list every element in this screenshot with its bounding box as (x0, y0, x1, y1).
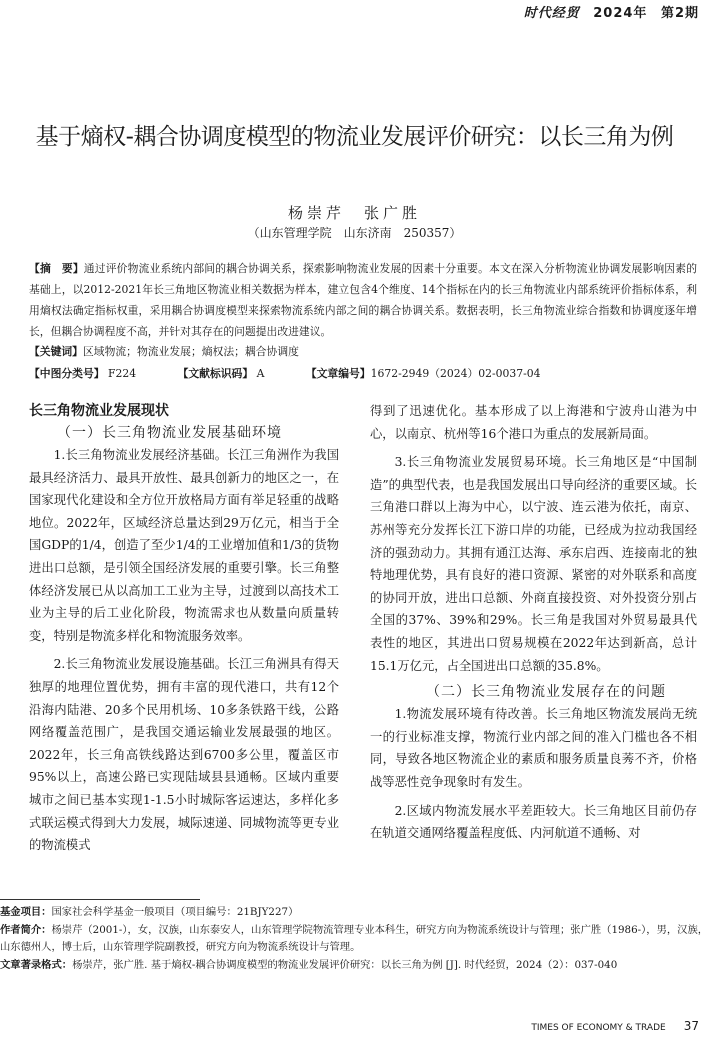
abstract (29, 258, 697, 342)
subsection-heading: （一）长三角物流业发展基础环境 (57, 425, 282, 441)
paragraph: 1.物流发展环境有待改善。长三角地区物流发展尚无统一的行业标准支撑，物流行业内部之间的准入门槛也各不相同，导致各地区物流企业的素质和服务质量良莠不齐，价格战等恶性竞争现象时有发生。 (370, 707, 697, 789)
abstract-label: 【摘 要】 (29, 262, 84, 275)
classification-line (29, 366, 541, 381)
keywords-label: 【关键词】 (29, 345, 83, 358)
footnotes (0, 904, 709, 974)
paragraph: 2.区域内物流发展水平差距较大。长三角地区目前仍存在轨道交通网络覆盖程度低、内河航道不通畅、对 (370, 803, 697, 841)
fund-label: 基金项目： (0, 906, 52, 918)
paragraph-continued: 得到了迅速优化。基本形成了以上海港和宁波舟山港为中心，以南京、杭州等16个港口为重点的发展新局面。 (370, 404, 697, 441)
article-title: 基于熵权-耦合协调度模型的物流业发展评价研究：以长三角为例 (35, 124, 674, 150)
paragraph: 2.长三角物流业发展设施基础。长江三角洲具有得天独厚的地理位置优势，拥有丰富的现代港口，共有12个沿海内陆港、20多个民用机场、10多条铁路干线，公路网络覆盖范围广，是我国交通运输业发展最强的地区。2022年，长三角高铁线路达到6700多公里，覆盖区市95%以上，高速公路已实现陆域县县通畅。区域内重要城市之间已基本实现1-1.5小时城际客运速达，多样化多式联运模式得到大力发展，城际速递、同城物流等更专业的物流模式 (29, 657, 339, 853)
journal-issue: 第2期 (660, 6, 699, 21)
running-header (516, 2, 699, 21)
paragraph: 3.长三角物流业发展贸易环境。长三角地区是“中国制造”的典型代表，也是我国发展出口导向经济的重要区域。长三角港口群以上海为中心，以宁波、连云港为依托，南京、苏州等充分发挥长江下游口岸的功能，已经成为拉动我国经济的强劲动力。其拥有通江达海、承东启西、连接南北的独特地理优势，具有良好的港口资源、紧密的对外联系和高度的协同开放，进出口总额、外商直接投资、对外投资分别占全国的37%、39%和29%。长三角是我国对外贸易最具代表性的地区，其进出口贸易规模在2022年达到新高，总计15.1万亿元，占全国进出口总额的35.8%。 (370, 455, 697, 673)
body-column-right (370, 400, 697, 845)
paragraph: 1.长三角物流业发展经济基础。长江三角洲作为我国最具经济活力、最具开放性、最具创新力的地区之一，在国家现代化建设和全方位开放格局方面有举足轻重的战略地位。2022年，区域经济总量达到29万亿元，相当于全国GDP的1/4，创造了至少1/4的工业增加值和1/3的货物进出口总额，是引领全国经济发展的重要引擎。长三角整体经济发展已从以高加工工业为主导，过渡到以高技术工业为主导的后工业化阶段，物流需求也从数量向质量转变，特别是物流多样化和物流服务效率。 (29, 448, 339, 643)
section-heading: 长三角物流业发展现状 (29, 403, 169, 419)
authors: 杨崇芹 张广胜 (287, 204, 421, 222)
page-footer (531, 1019, 699, 1033)
clc-label: 【中图分类号】 (29, 367, 105, 380)
citation-text: 杨崇芹，张广胜. 基于熵权-耦合协调度模型的物流业发展评价研究：以长三角为例 [J]. 时代经贸，2024（2）：037-040 (72, 958, 618, 971)
subsection-heading: （二）长三角物流业发展存在的问题 (426, 684, 666, 701)
article-number-label: 【文章编号】 (305, 367, 371, 380)
page-number: 37 (683, 1019, 699, 1033)
journal-year: 2024年 (593, 6, 648, 21)
author-bio-text: 杨崇芹（2001-），女，汉族，山东泰安人，山东管理学院物流管理专业本科生，研究方向为物流系统设计与管理；张广胜（1986-），男，汉族，山东德州人，博士后，山东管理学院副教授，研究方向为物流系统设计与管理。 (0, 923, 709, 953)
journal-name: 时代经贸 (523, 6, 580, 21)
author-bio-label: 作者简介： (0, 923, 52, 936)
journal-english-name: TIMES OF ECONOMY & TRADE (531, 1023, 666, 1033)
citation-label: 文章著录格式： (0, 958, 73, 971)
article-number-value: 1672-2949（2024）02-0037-04 (370, 367, 541, 380)
affiliation: （山东管理学院 山东济南 250357） (247, 226, 462, 240)
body-column-left (29, 400, 339, 857)
abstract-text: 通过评价物流业系统内部间的耦合协调关系，探索影响物流业发展的因素十分重要。本文在深入分析物流业协调发展影响因素的基础上，以2012-2021年长三角地区物流业相关数据为样本，建立包含4个维度、14个指标在内的长三角物流业内部系统评价指标体系，利用熵权法确定指标权重，采用耦合协调度模型来探索物流系统内部之间的耦合协调关系。数据表明，长三角物流业综合指数和协调度逐年增长，但耦合协调程度不高，并针对其存在的问题提出改进建议。 (29, 262, 698, 338)
keywords (29, 344, 299, 359)
clc-value: F224 (108, 367, 137, 380)
doc-code-value: A (256, 367, 265, 380)
doc-code-label: 【文献标识码】 (177, 367, 254, 380)
keywords-text: 区域物流；物流业发展；熵权法；耦合协调度 (82, 345, 299, 358)
fund-text: 国家社会科学基金一般项目（项目编号：21BJY227） (51, 906, 299, 918)
footnote-divider (0, 899, 200, 900)
